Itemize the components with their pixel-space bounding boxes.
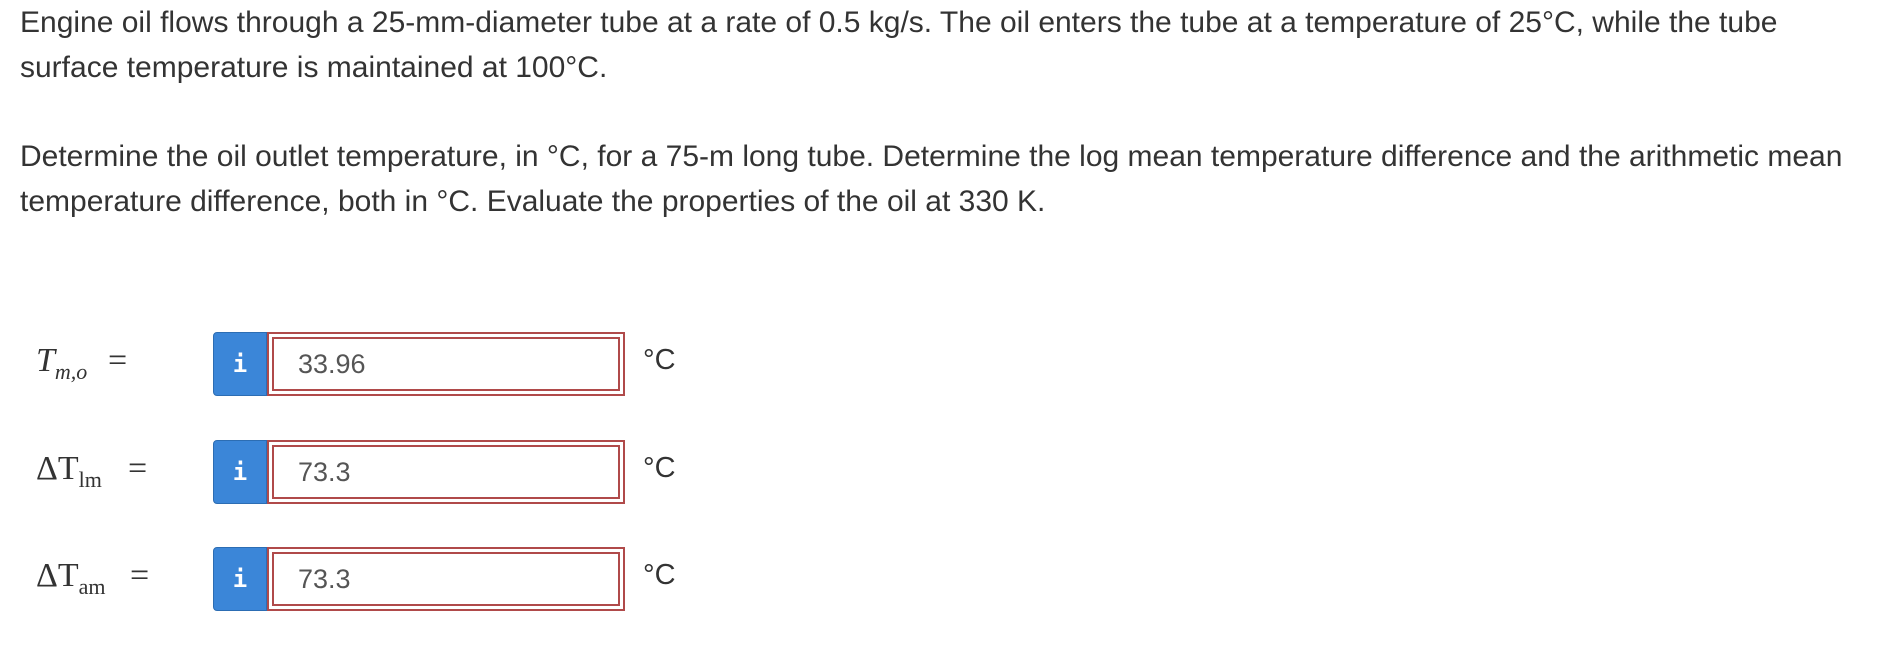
equals-sign: = — [130, 557, 150, 594]
problem-statement — [20, 0, 1880, 224]
variable-label-delta-t-am: $\Delta T_{am}$ — [36, 557, 106, 599]
info-icon[interactable]: i — [213, 440, 267, 504]
answer-field-wrapper — [267, 547, 625, 611]
problem-paragraph-1: Engine oil flows through a 25-mm-diameter tube at a rate of 0.5 kg/s. The oil enters the tube at a temperature of 25°C, while the tube surface temperature is maintained at 100°C. — [20, 6, 1778, 84]
unit-label: °C — [643, 344, 676, 376]
unit-label: °C — [643, 559, 676, 591]
answer-row-log-mean-temperature-difference — [0, 440, 760, 504]
problem-paragraph-2: Determine the oil outlet temperature, in °C, for a 75-m long tube. Determine the log mean temperature difference and the arithmetic mean temperature difference, both in °C. Evaluate the properties of the oil at 330 K. — [20, 140, 1843, 218]
answer-row-arithmetic-mean-temperature-difference — [0, 547, 760, 611]
arithmetic-mean-temperature-difference-input[interactable]: 73.3 — [272, 552, 620, 606]
unit-label: °C — [643, 452, 676, 484]
log-mean-temperature-difference-input[interactable]: 73.3 — [272, 445, 620, 499]
info-icon[interactable]: i — [213, 332, 267, 396]
outlet-temperature-input[interactable]: 33.96 — [272, 337, 620, 391]
variable-label-tmo: $T_{m,o}$ — [36, 342, 88, 384]
equals-sign: = — [108, 342, 128, 379]
equals-sign: = — [128, 450, 148, 487]
answer-field-wrapper — [267, 440, 625, 504]
answer-row-outlet-temperature — [0, 332, 760, 396]
answer-field-wrapper — [267, 332, 625, 396]
variable-label-delta-t-lm: $\Delta T_{lm}$ — [36, 450, 102, 492]
info-icon[interactable]: i — [213, 547, 267, 611]
